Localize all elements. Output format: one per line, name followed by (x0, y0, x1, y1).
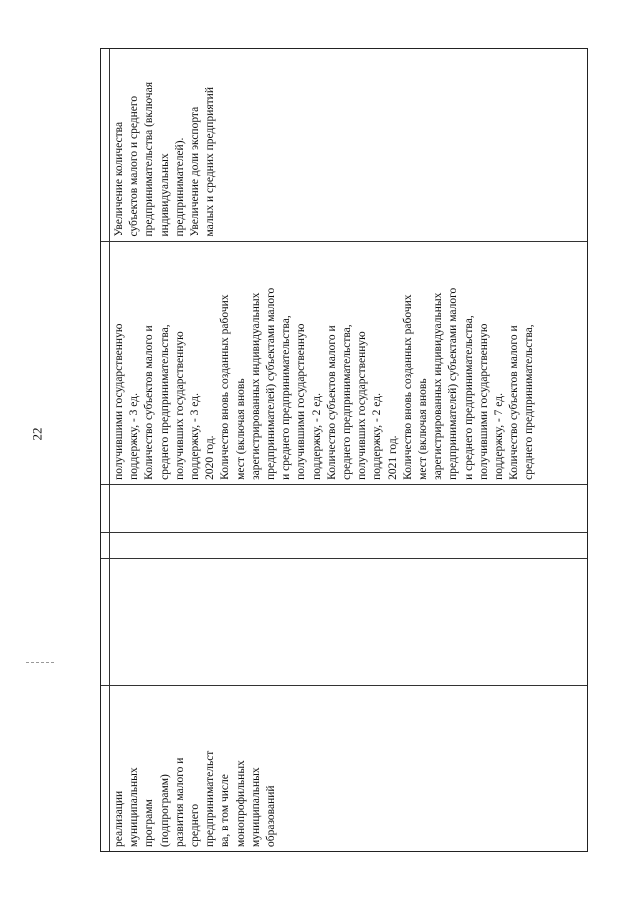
cell-empty-4 (110, 484, 587, 532)
program-description-text: реализации муниципальных программ (подпрограмм) развития малого и среднего предпринимательст ва, в том числе монопрофильных муниципальных образований (113, 750, 278, 847)
top-cell-3 (101, 532, 109, 558)
table-row (110, 49, 587, 851)
top-cell-6 (101, 49, 109, 241)
top-cell-5 (101, 241, 109, 484)
cell-empty-3 (110, 532, 587, 558)
cell-program-description (110, 685, 587, 851)
cell-empty-2 (110, 558, 587, 686)
page-number-text: 22 (29, 427, 44, 441)
table-top-row (101, 49, 110, 851)
cell-indicators (110, 241, 587, 484)
top-cell-2 (101, 558, 109, 686)
indicators-text: получившими государственную поддержку, - 3 ед. Количество субъектов малого и среднего предпринимательства, получивших государственную поддержку, - 3 ед. 2020 год. Количество вновь созданных рабочих мест (включая вновь зарегистрированных индивидуальных предпринимателей) субъектами малого и среднего предпринимательства, получившими государственную поддержку, - 2 ед. Количество субъектов малого и среднего предпринимательства, получивших государственную поддержку, - 2 ед. 2021 год. Количество вновь созданных рабочих мест (включая вновь зарегистрированных индивидуальных предпринимателей) субъектами малого и среднего предпринимательства, получившими государственную поддержку, - 7 ед. Количество субъектов малого и среднего предпринимательства, (113, 287, 536, 480)
rotated-table (100, 48, 588, 852)
page-number (30, 424, 44, 444)
scan-mark (26, 662, 54, 664)
top-cell-1 (101, 685, 109, 851)
cell-expected-results (110, 49, 587, 241)
table (100, 48, 588, 852)
top-cell-4 (101, 484, 109, 532)
expected-results-text: Увеличение количества субъектов малого и среднего предпринимательства (включая индивидуальных предпринимателей). Увеличение доли экспорта малых и средних предприятий (113, 82, 217, 237)
